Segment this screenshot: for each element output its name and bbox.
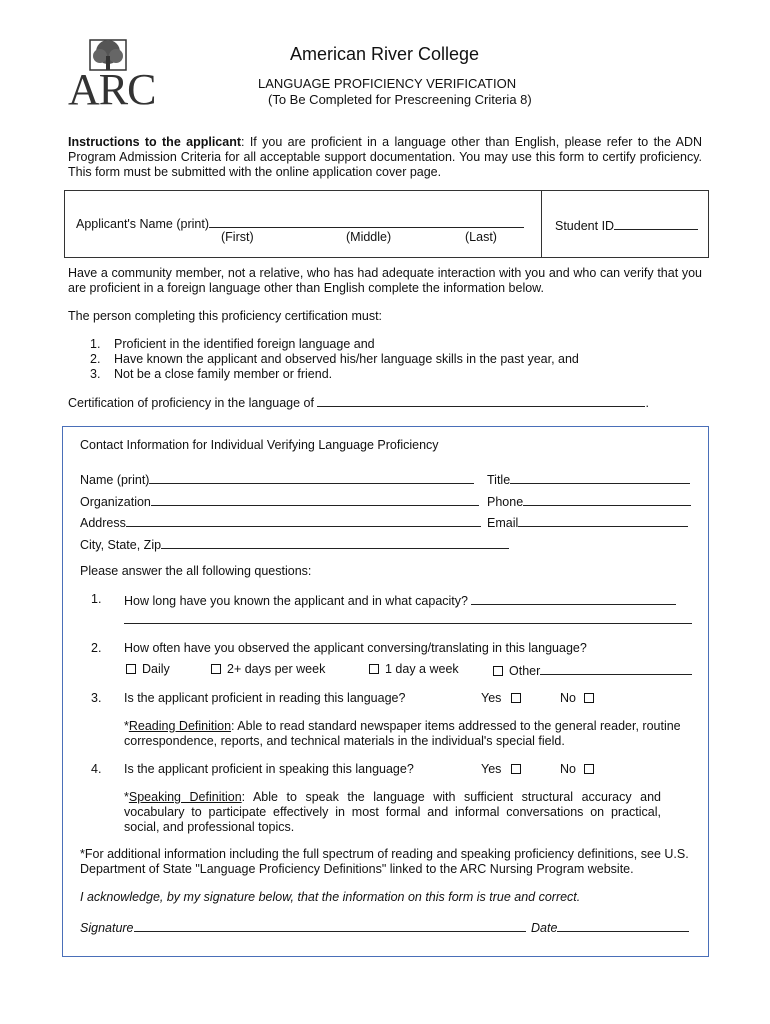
q3-text: Is the applicant proficient in reading this language? — [124, 691, 406, 705]
list-item: 1. Proficient in the identified foreign language and — [90, 337, 375, 351]
acknowledgement: I acknowledge, by my signature below, that the information on this form is true and correct. — [80, 890, 581, 904]
email-label: Email — [487, 516, 519, 530]
signature-label: Signature — [80, 921, 134, 935]
contact-box — [62, 426, 709, 957]
email-field[interactable] — [518, 514, 688, 527]
q3-yes-checkbox[interactable] — [511, 693, 521, 703]
two-days-checkbox[interactable] — [211, 664, 221, 674]
list-item: 2. Have known the applicant and observed his/her language skills in the past year, and — [90, 352, 579, 366]
phone-field[interactable] — [523, 493, 691, 506]
other-field[interactable] — [540, 662, 692, 675]
certification-label: Certification of proficiency in the language of — [68, 396, 314, 410]
questions-intro: Please answer the all following questions: — [80, 564, 312, 578]
form-title: LANGUAGE PROFICIENCY VERIFICATION — [258, 76, 517, 91]
organization-label: Organization — [80, 495, 151, 509]
q4-yes[interactable]: Yes — [481, 762, 527, 776]
footnote: *For additional information including the full spectrum of reading and speaking proficiency definitions, see U.S. Department of State "Language Proficiency Definitions" linked to the ARC Nursing Program website. — [80, 847, 689, 876]
q1-number: 1. — [91, 592, 102, 606]
applicant-box — [64, 190, 709, 258]
title-field[interactable] — [510, 471, 690, 484]
other-checkbox[interactable] — [493, 666, 503, 676]
instructions — [68, 135, 702, 180]
date-field[interactable] — [557, 919, 689, 932]
organization-field[interactable] — [151, 493, 479, 506]
instructions-text: : If you are proficient in a language other than English, please refer to the ADN Program Admission Criteria for all acceptable support documentation. You may use this form to certify proficiency. This form must be submitted with the online application cover page. — [68, 135, 703, 179]
daily-checkbox[interactable] — [126, 664, 136, 674]
instructions-label: Instructions to the applicant — [68, 135, 241, 149]
option-2-days[interactable]: 2+ days per week — [211, 662, 325, 676]
q4-no-checkbox[interactable] — [584, 764, 594, 774]
q4-no[interactable]: No — [560, 762, 600, 776]
requirements-list — [90, 337, 579, 382]
student-id-field[interactable] — [614, 217, 698, 230]
q4-number: 4. — [91, 762, 102, 776]
name-field[interactable] — [149, 471, 474, 484]
one-day-checkbox[interactable] — [369, 664, 379, 674]
q3-yes[interactable]: Yes — [481, 691, 527, 705]
q3-number: 3. — [91, 691, 102, 705]
arc-logo — [66, 36, 156, 114]
certification-line: Certification of proficiency in the language of . — [68, 396, 649, 410]
option-daily[interactable]: Daily — [126, 662, 170, 676]
list-item: 3. Not be a close family member or friend. — [90, 367, 333, 381]
date-label: Date — [531, 921, 558, 935]
q1-answer-field[interactable] — [471, 592, 676, 605]
q3-no[interactable]: No — [560, 691, 600, 705]
address-label: Address — [80, 516, 126, 530]
address-field[interactable] — [126, 514, 481, 527]
last-label: (Last) — [465, 230, 497, 244]
student-id-label: Student ID — [555, 219, 615, 233]
city-state-zip-field[interactable] — [161, 536, 509, 549]
q1-answer-field-2[interactable] — [124, 609, 692, 624]
first-label: (First) — [221, 230, 254, 244]
para-must: The person completing this proficiency certification must: — [68, 309, 383, 323]
form-subtitle: (To Be Completed for Prescreening Criteria 8) — [268, 92, 532, 107]
contact-heading: Contact Information for Individual Verifying Language Proficiency — [80, 438, 439, 452]
name-label: Name (print) — [80, 473, 150, 487]
city-state-zip-label: City, State, Zip — [80, 538, 162, 552]
phone-label: Phone — [487, 495, 524, 509]
title-label: Title — [487, 473, 511, 487]
reading-definition: *Reading Definition: Able to read standard newspaper items addressed to the general reader, routine correspondence, reports, and technical materials in the individual's special field. — [124, 719, 681, 748]
q3-no-checkbox[interactable] — [584, 693, 594, 703]
middle-label: (Middle) — [346, 230, 392, 244]
q2-number: 2. — [91, 641, 102, 655]
q2-text: How often have you observed the applicant conversing/translating in this language? — [124, 641, 587, 655]
logo-text: ARC — [68, 65, 156, 114]
applicant-name-field[interactable] — [209, 215, 524, 228]
option-other[interactable]: Other — [493, 662, 692, 678]
q4-text: Is the applicant proficient in speaking this language? — [124, 762, 414, 776]
language-field[interactable] — [317, 394, 645, 407]
para-community-member: Have a community member, not a relative, who has had adequate interaction with you and who can verify that you are proficient in a foreign language other than English complete the information below. — [68, 266, 702, 295]
speaking-definition: *Speaking Definition: Able to speak the language with sufficient structural accuracy and vocabulary to participate effectively in most formal and informal conversations on practical, social, and professional topics. — [124, 790, 661, 834]
signature-field[interactable] — [134, 919, 526, 932]
college-name: American River College — [290, 44, 480, 64]
option-1-day[interactable]: 1 day a week — [369, 662, 459, 676]
q1-text: How long have you known the applicant and in what capacity? — [124, 594, 468, 608]
q4-yes-checkbox[interactable] — [511, 764, 521, 774]
applicant-name-label: Applicant's Name (print) — [76, 217, 209, 231]
